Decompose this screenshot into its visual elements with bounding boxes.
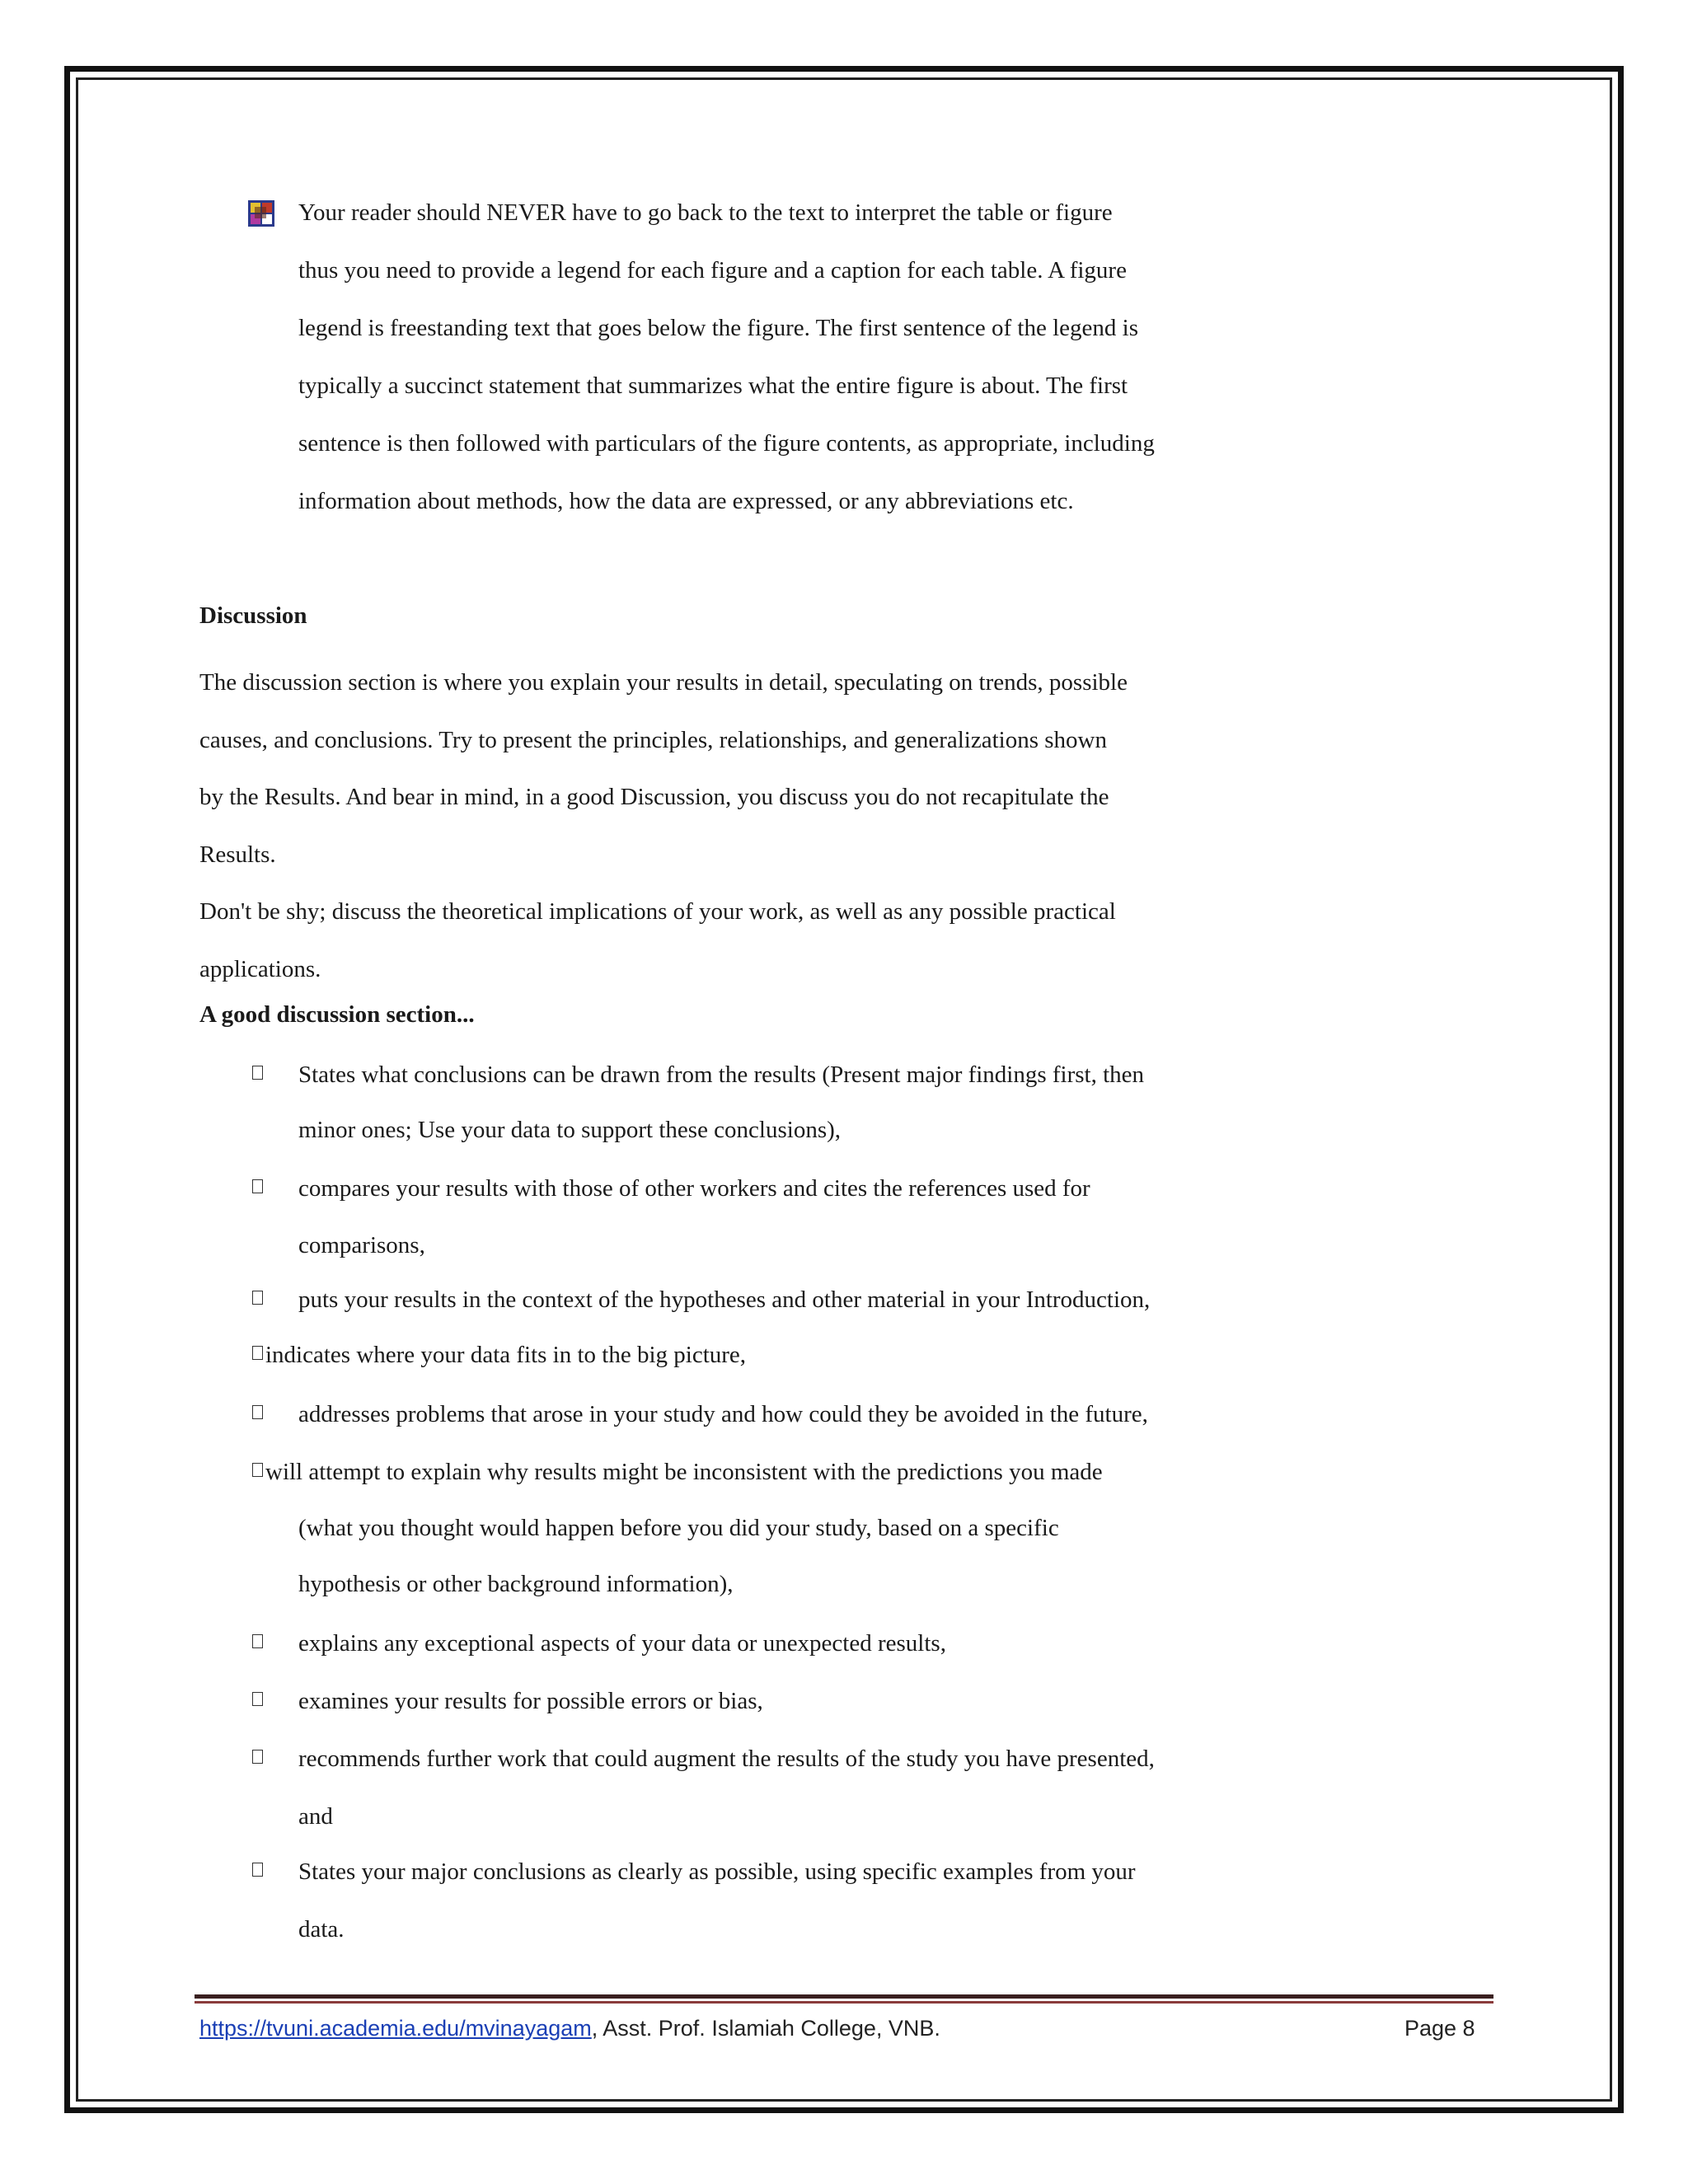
- box-bullet-icon: [252, 1291, 263, 1305]
- list-item-line: (what you thought would happen before you did your study, based on a specific: [298, 1515, 1059, 1541]
- paragraph-line: legend is freestanding text that goes below the figure. The first sentence of the legend is: [298, 315, 1138, 341]
- discussion-paragraph: [199, 671, 1128, 1015]
- figure-legend-paragraph: [298, 201, 1155, 547]
- page-number: Page 8: [1404, 2016, 1475, 2041]
- box-bullet-icon: [252, 1634, 263, 1648]
- box-bullet-icon: [252, 1346, 263, 1360]
- list-item-line: minor ones; Use your data to support these conclusions),: [298, 1117, 842, 1143]
- list-item-line: recommends further work that could augment the results of the study you have presented,: [298, 1746, 1155, 1772]
- good-discussion-subheading: A good discussion section...: [199, 1001, 475, 1028]
- footer-rule: [195, 1994, 1493, 1999]
- discussion-heading: Discussion: [199, 602, 307, 629]
- list-item-line: comparisons,: [298, 1232, 425, 1258]
- paragraph-line: Don't be shy; discuss the theoretical implications of your work, as well as any possible practical: [199, 898, 1116, 925]
- list-item-line: data.: [298, 1916, 345, 1943]
- paragraph-line: thus you need to provide a legend for each figure and a caption for each table. A figure: [298, 257, 1127, 284]
- box-bullet-icon: [252, 1463, 263, 1477]
- list-item-line: compares your results with those of other workers and cites the references used for: [298, 1175, 1090, 1202]
- paragraph-line: sentence is then followed with particulars of the figure contents, as appropriate, including: [298, 430, 1155, 457]
- footer-attribution: [199, 2016, 940, 2041]
- list-item-line: explains any exceptional aspects of your data or unexpected results,: [298, 1630, 946, 1657]
- paragraph-line: Results.: [199, 841, 276, 868]
- list-item-line: indicates where your data fits in to the big picture,: [265, 1342, 747, 1368]
- figure-bullet-icon: [247, 199, 275, 227]
- box-bullet-icon: [252, 1405, 263, 1419]
- list-item-line: will attempt to explain why results might be inconsistent with the predictions you made: [265, 1459, 1103, 1485]
- paragraph-line: The discussion section is where you explain your results in detail, speculating on trends, possible: [199, 669, 1128, 696]
- paragraph-line: Your reader should NEVER have to go back to the text to interpret the table or figure: [298, 199, 1113, 226]
- box-bullet-icon: [252, 1179, 263, 1193]
- paragraph-line: causes, and conclusions. Try to present the principles, relationships, and generalizations shown: [199, 726, 1107, 753]
- list-item-line: examines your results for possible errors or bias,: [298, 1688, 763, 1714]
- paragraph-line: by the Results. And bear in mind, in a good Discussion, you discuss you do not recapitulate the: [199, 784, 1109, 810]
- list-item-line: hypothesis or other background information),: [298, 1571, 734, 1597]
- footer-rule-accent: [195, 2001, 1493, 2004]
- box-bullet-icon: [252, 1750, 263, 1764]
- footer-link[interactable]: https://tvuni.academia.edu/mvinayagam: [199, 2016, 592, 2041]
- box-bullet-icon: [252, 1863, 263, 1877]
- paragraph-line: typically a succinct statement that summarizes what the entire figure is about. The first: [298, 373, 1128, 399]
- paragraph-line: applications.: [199, 955, 321, 982]
- paragraph-line: information about methods, how the data are expressed, or any abbreviations etc.: [298, 488, 1074, 514]
- list-item-line: States what conclusions can be drawn from the results (Present major findings first, then: [298, 1062, 1145, 1088]
- box-bullet-icon: [252, 1066, 263, 1080]
- footer-affiliation: , Asst. Prof. Islamiah College, VNB.: [591, 2016, 940, 2041]
- list-item-line: and: [298, 1803, 333, 1830]
- list-item-line: States your major conclusions as clearly as possible, using specific examples from your: [298, 1858, 1136, 1885]
- list-item-line: addresses problems that arose in your study and how could they be avoided in the future,: [298, 1401, 1148, 1427]
- list-item-line: puts your results in the context of the hypotheses and other material in your Introduction,: [298, 1286, 1151, 1313]
- box-bullet-icon: [252, 1692, 263, 1706]
